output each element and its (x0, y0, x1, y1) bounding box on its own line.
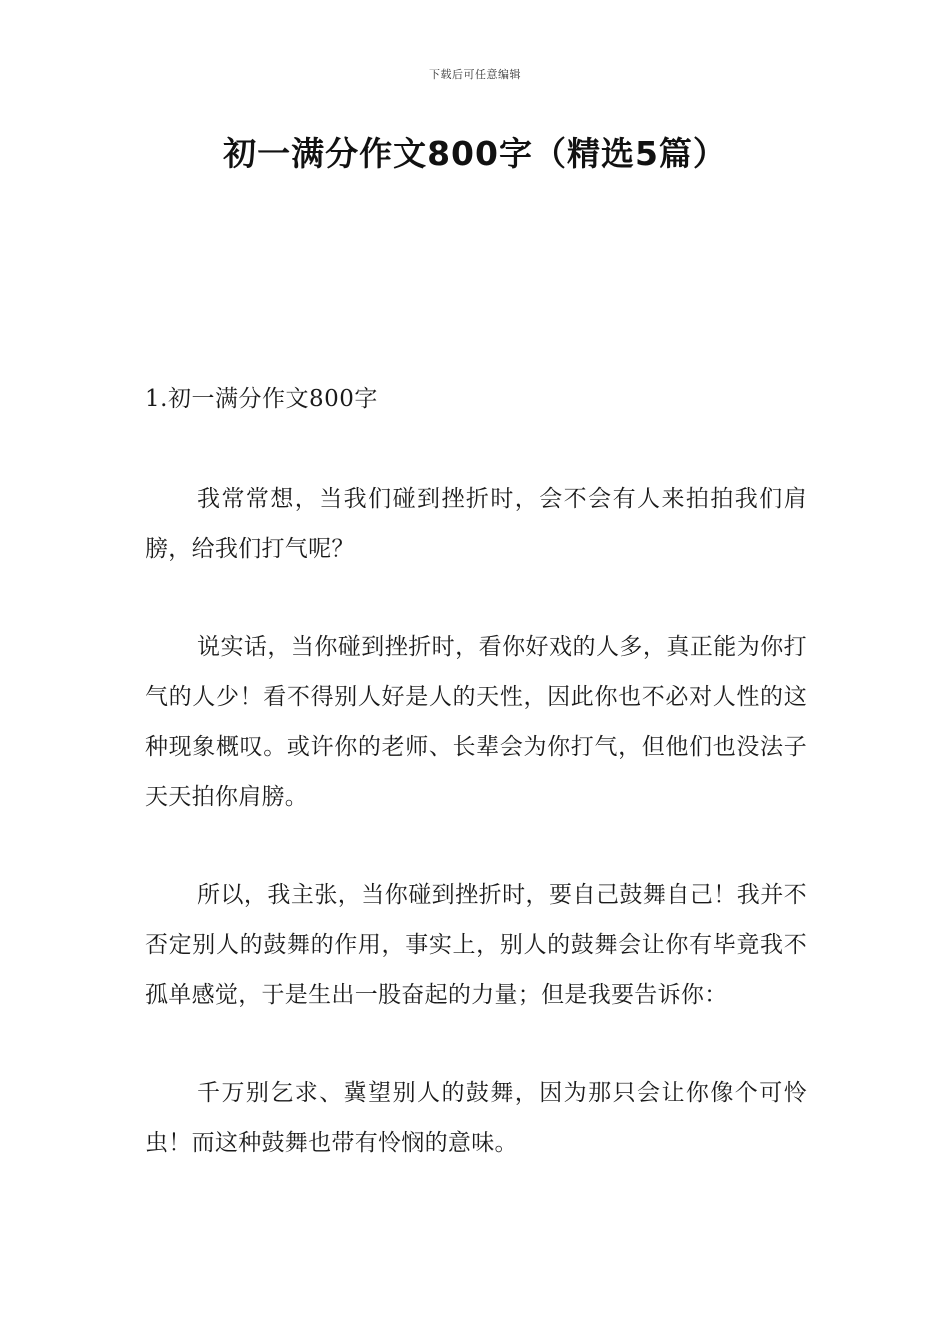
paragraph-3: 所以，我主张，当你碰到挫折时，要自己鼓舞自己！我并不否定别人的鼓舞的作用，事实上，别人的鼓舞会让你有毕竟我不孤单感觉，于是生出一股奋起的力量；但是我要告诉你： (145, 882, 807, 1008)
document-body (145, 380, 807, 1216)
paragraph-4: 千万别乞求、冀望别人的鼓舞，因为那只会让你像个可怜虫！而这种鼓舞也带有怜悯的意味。 (145, 1080, 807, 1156)
section-heading: 1.初一满分作文800字 (145, 386, 378, 412)
header-note: 下载后可任意编辑 (429, 68, 521, 81)
paragraph-1: 我常常想，当我们碰到挫折时，会不会有人来拍拍我们肩膀，给我们打气呢？ (145, 486, 807, 562)
paragraph-2: 说实话，当你碰到挫折时，看你好戏的人多，真正能为你打气的人少！看不得别人好是人的天性，因此你也不必对人性的这种现象概叹。或许你的老师、长辈会为你打气，但他们也没法子天天拍你肩膀。 (145, 634, 807, 810)
document-title: 初一满分作文800字（精选5篇） (223, 134, 727, 173)
